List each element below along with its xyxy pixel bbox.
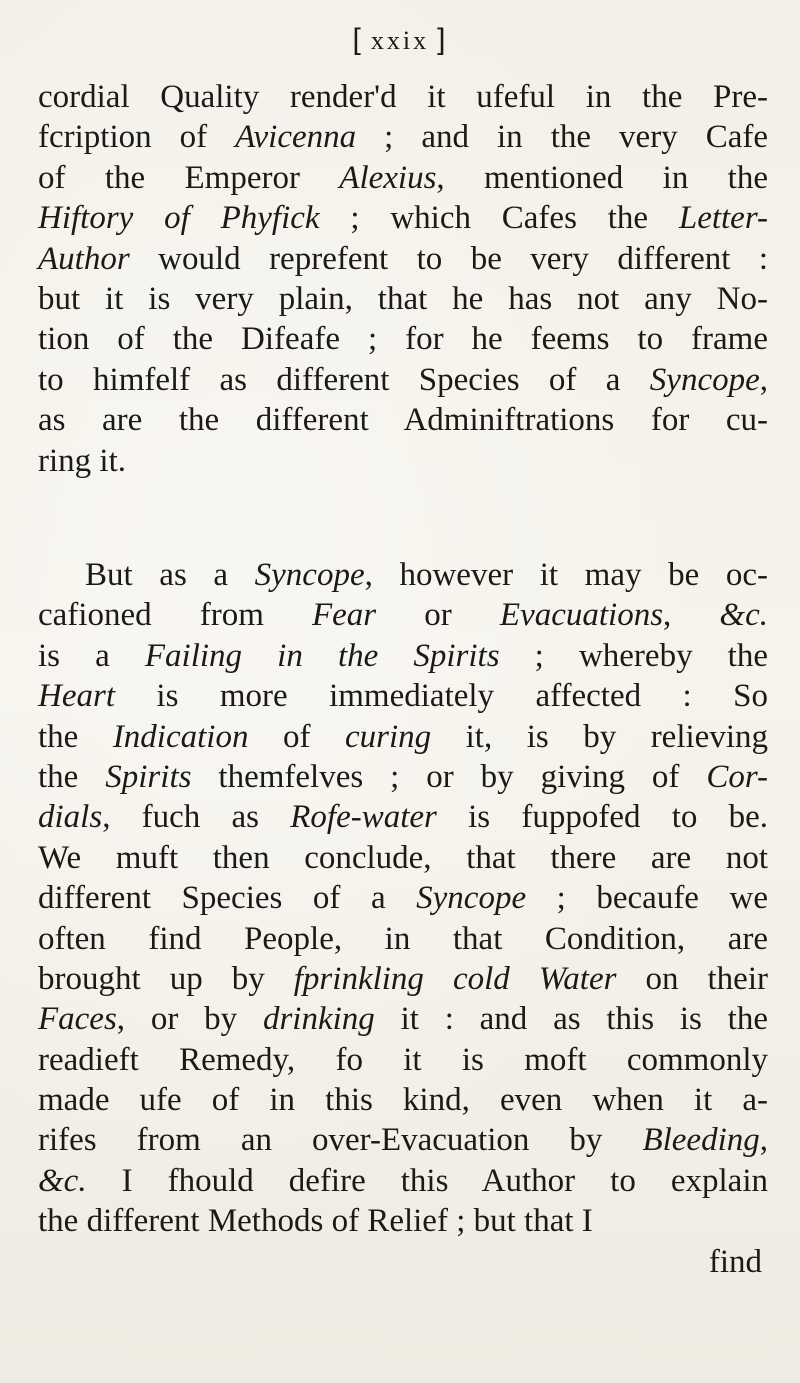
page-number: xxix — [370, 26, 430, 55]
italic-run: Indication — [112, 718, 249, 755]
text-run: ; which Cafes the — [319, 200, 679, 237]
text-line — [38, 797, 768, 837]
text-run: ; and in the very Cafe — [356, 119, 768, 156]
text-run: would reprefent to be very different : — [129, 240, 768, 277]
catchword: find — [708, 1243, 762, 1280]
italic-run: dials — [38, 799, 103, 836]
page-header — [0, 22, 800, 57]
text-run: I fhould defire this Author to explain — [86, 1162, 768, 1199]
italic-run: Letter- — [678, 200, 768, 237]
text-line — [38, 919, 768, 959]
italic-run: Syncope — [416, 880, 527, 917]
text-line — [38, 636, 768, 676]
text-run: it, is by relieving — [431, 718, 768, 755]
text-line — [38, 838, 768, 878]
text-line — [38, 279, 768, 319]
text-run: But as a — [85, 557, 255, 593]
text-line — [38, 959, 768, 999]
text-line — [38, 400, 768, 440]
text-run: , fuch as — [102, 799, 291, 836]
text-run: made ufe of in this kind, even when it a- — [38, 1082, 768, 1119]
text-line — [38, 239, 768, 279]
italic-run: Hiftory of Phyfick — [38, 200, 320, 237]
italic-run: Fear — [312, 597, 377, 634]
italic-run: fprinkling cold Water — [293, 960, 617, 997]
bracket-close: ] — [437, 23, 448, 56]
text-run: of the Emperor — [38, 159, 340, 196]
italic-run: curing — [344, 718, 432, 755]
text-run: brought up by — [38, 960, 294, 997]
italic-run: Avicenna — [235, 119, 357, 156]
italic-run: Spirits — [105, 758, 192, 795]
text-run: the — [38, 718, 113, 755]
text-line — [38, 1080, 768, 1120]
italic-run: Rofe-water — [290, 799, 437, 836]
text-line — [38, 595, 768, 635]
text-run: as are the different Adminiftrations for cu- — [38, 402, 768, 439]
text-run: ; whereby the — [499, 637, 768, 674]
paragraph-1 — [38, 77, 768, 481]
text-run: to himfelf as different Species of a — [38, 361, 650, 398]
italic-run: &c. — [719, 597, 768, 634]
italic-run: Heart — [38, 678, 115, 715]
text-line — [38, 878, 768, 918]
text-run: , or by — [116, 1001, 263, 1038]
text-run: readieft Remedy, fo it is moft commonly — [38, 1041, 768, 1078]
text-run: , — [759, 1122, 768, 1159]
bracket-open: [ — [352, 23, 363, 56]
text-line — [38, 717, 768, 757]
text-line — [38, 757, 768, 797]
text-line — [38, 77, 768, 117]
text-run: tion of the Difeafe ; for he feems to frame — [38, 321, 768, 358]
text-run: the — [38, 758, 106, 795]
text-run: often find People, in that Condition, are — [38, 920, 768, 957]
italic-run: Bleeding — [642, 1122, 760, 1159]
text-line — [38, 158, 768, 198]
text-run: , — [663, 597, 720, 634]
text-run: fcription of — [38, 119, 236, 156]
text-run: , however it may be oc- — [364, 557, 768, 593]
italic-run: Cor- — [706, 758, 768, 795]
text-run: , mentioned in the — [436, 159, 768, 196]
text-line — [38, 117, 768, 157]
text-run: or — [376, 597, 500, 634]
text-line — [38, 1040, 768, 1080]
text-line — [38, 1120, 768, 1160]
italic-run: drinking — [262, 1001, 375, 1038]
italic-run: Alexius — [339, 159, 437, 196]
text-run: cordial Quality render'd it ufeful in the Pre- — [38, 79, 768, 115]
text-line — [38, 441, 768, 481]
text-run: is more immediately affected : So — [115, 678, 768, 715]
text-run: , — [759, 361, 768, 398]
text-run: it : and as this is the — [374, 1001, 768, 1038]
italic-run: Evacuations — [499, 597, 664, 634]
text-run: is fuppofed to be. — [436, 799, 768, 836]
text-run: We muft then conclude, that there are not — [38, 839, 768, 876]
text-run: the different Methods of Relief ; but that I — [38, 1203, 593, 1240]
text-run: ; becaufe we — [526, 880, 768, 917]
italic-run: Syncope — [649, 361, 760, 398]
text-run: on their — [616, 960, 768, 997]
italic-run: Faces — [38, 1001, 117, 1038]
text-line — [38, 198, 768, 238]
text-line — [38, 360, 768, 400]
text-run: is a — [38, 637, 145, 674]
text-run: cafioned from — [38, 597, 312, 634]
text-line — [38, 676, 768, 716]
text-line — [38, 1161, 768, 1201]
text-line — [38, 1201, 768, 1241]
text-run: different Species of a — [38, 880, 417, 917]
italic-run: Failing in the Spirits — [144, 637, 500, 674]
text-line — [38, 999, 768, 1039]
italic-run: &c. — [38, 1162, 87, 1199]
text-run: of — [248, 718, 345, 755]
text-run: rifes from an over-Evacuation by — [38, 1122, 643, 1159]
text-run: but it is very plain, that he has not any No- — [38, 280, 768, 317]
text-run: themfelves ; or by giving of — [191, 758, 707, 795]
text-line — [38, 555, 768, 595]
italic-run: Syncope — [254, 557, 365, 593]
text-line — [38, 319, 768, 359]
italic-run: Author — [38, 240, 130, 277]
paragraph-2 — [38, 555, 768, 1282]
text-run: ring it. — [38, 442, 126, 479]
